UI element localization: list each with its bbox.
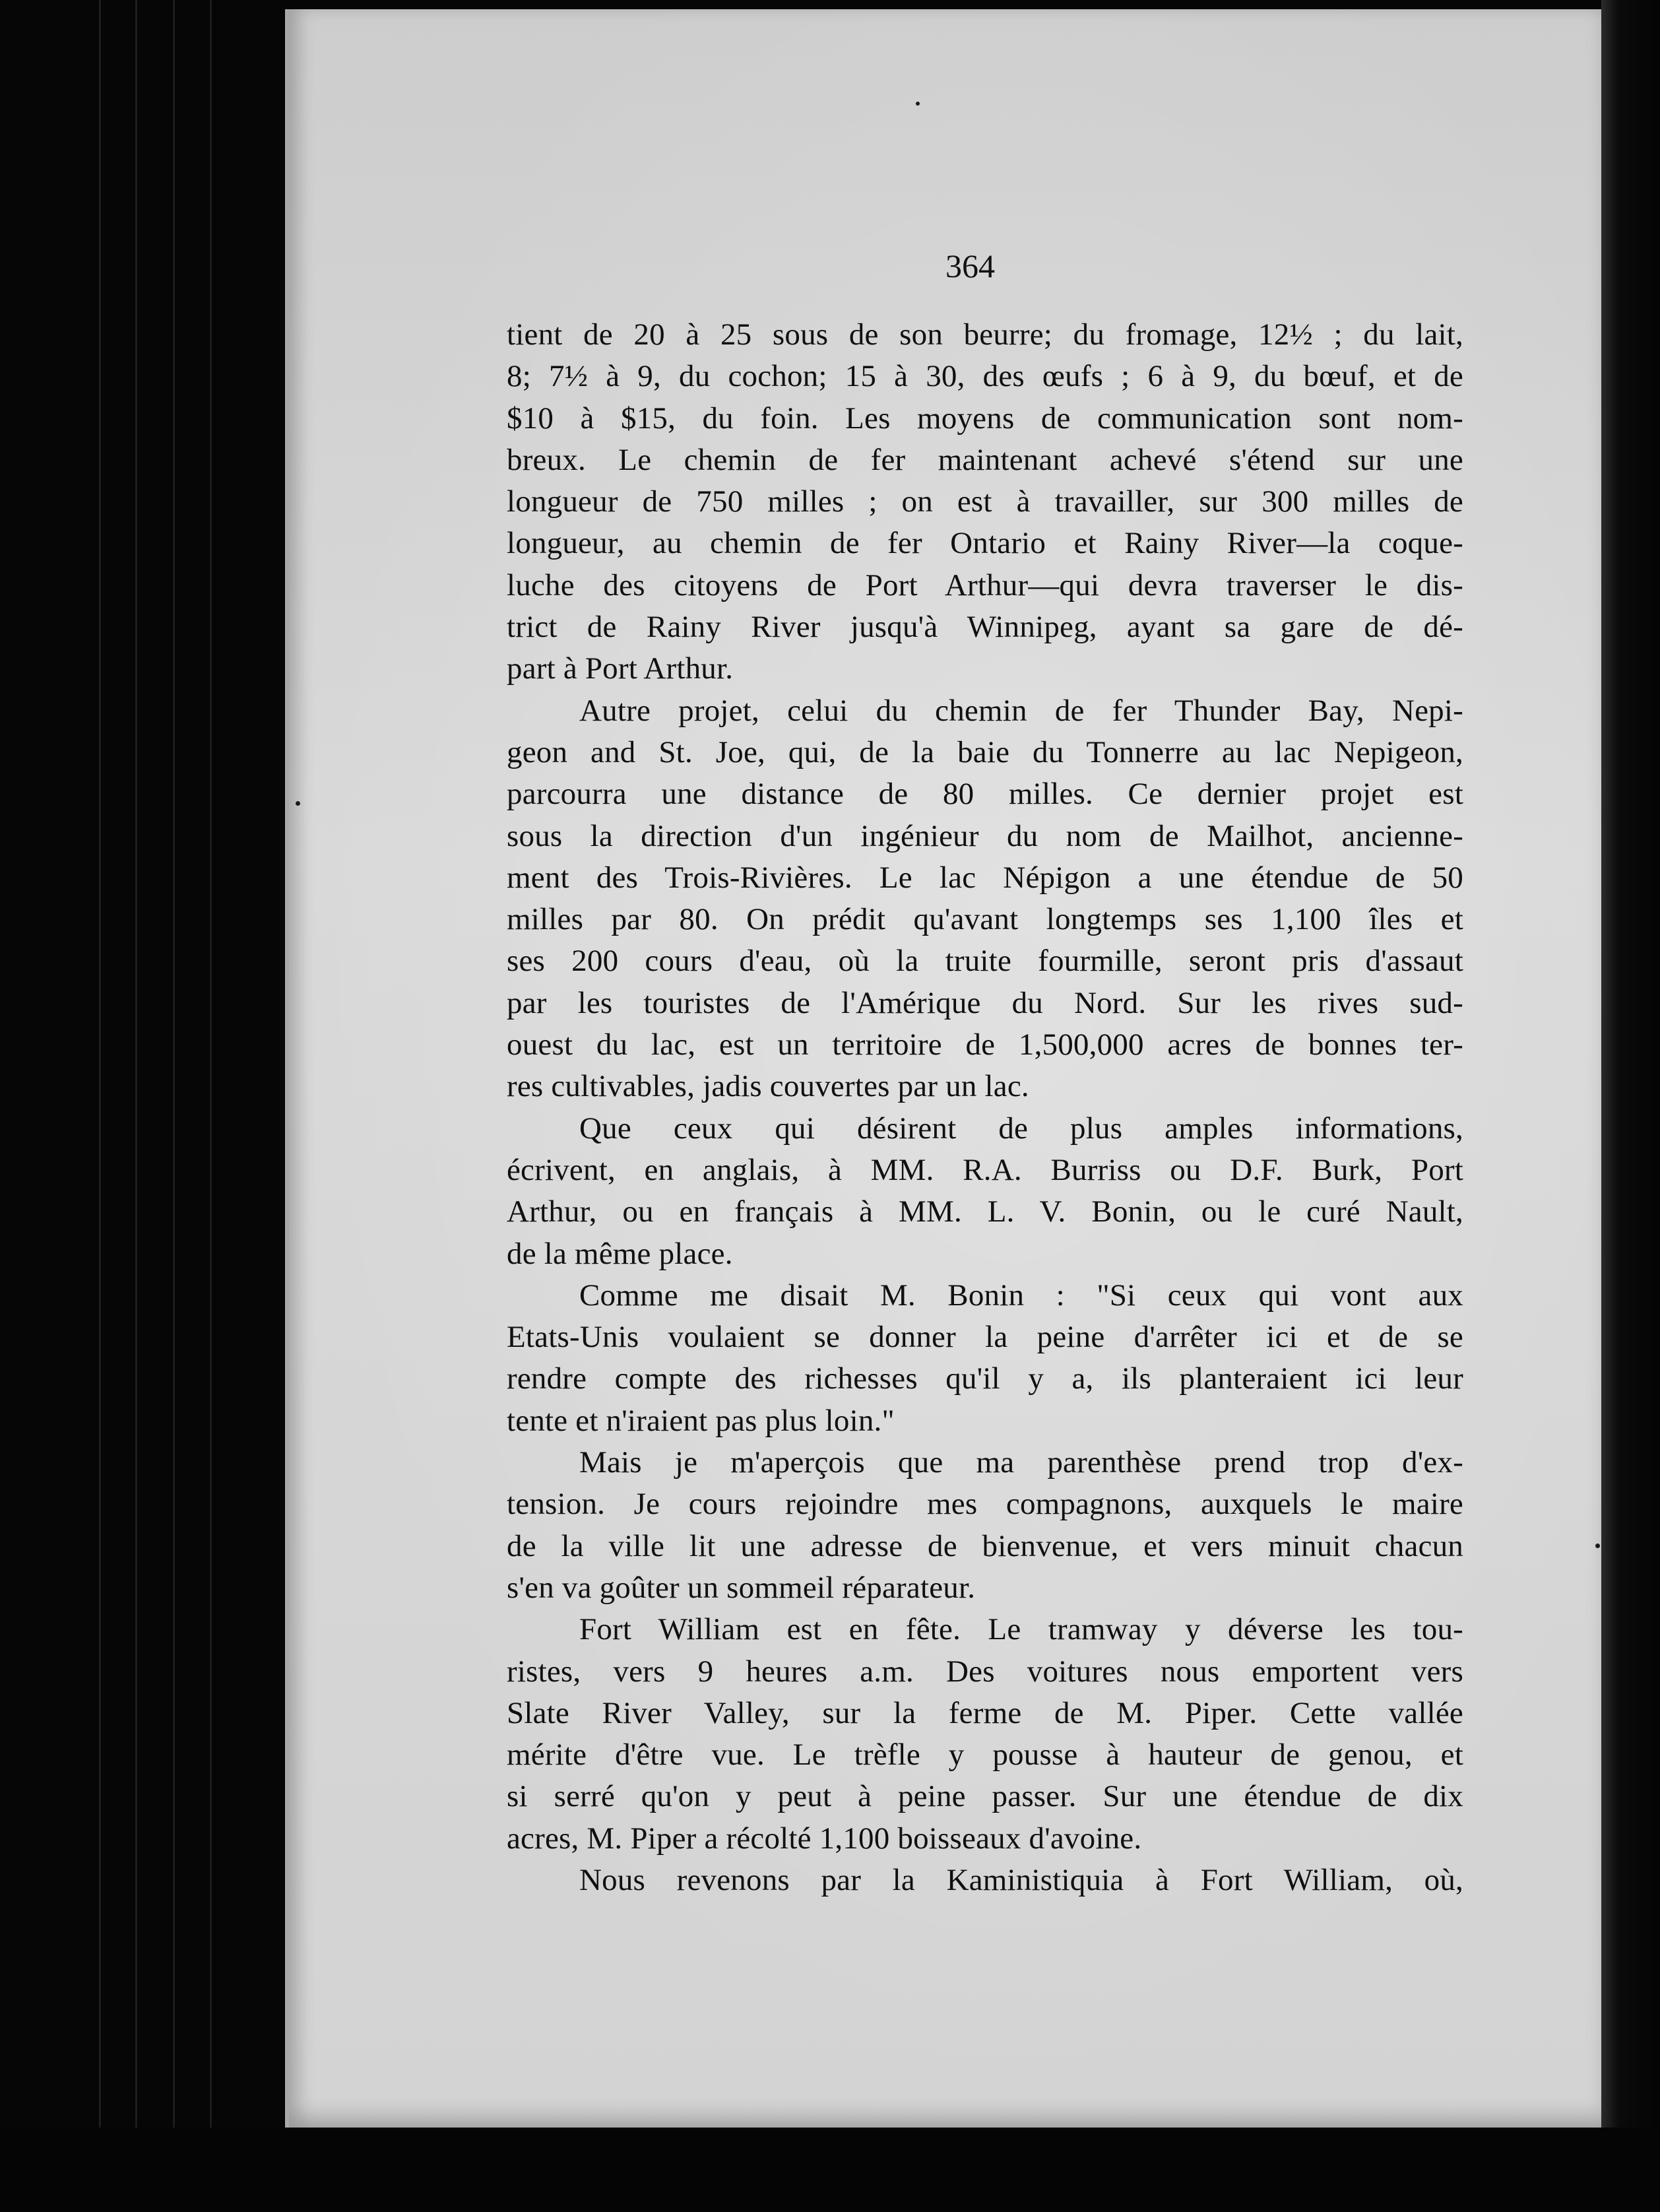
text-line: luche des citoyens de Port Arthur—qui devra traverser le dis- [507, 568, 1463, 602]
text-line: de la même place. [507, 1236, 733, 1271]
text-line: tente et n'iraient pas plus loin." [507, 1403, 895, 1438]
scan-speck [296, 801, 300, 806]
film-line [210, 0, 212, 2212]
text-line: Autre projet, celui du chemin de fer Thunder Bay, Nepi- [579, 693, 1463, 728]
text-line: acres, M. Piper a récolté 1,100 boisseaux d'avoine. [507, 1821, 1142, 1856]
text-line: ment des Trois-Rivières. Le lac Népigon a une étendue de 50 [507, 860, 1463, 895]
text-line: 8; 7½ à 9, du cochon; 15 à 30, des œufs ; 6 à 9, du bœuf, et de [507, 359, 1463, 394]
body-text [507, 314, 1463, 1901]
text-line: Fort William est en fête. Le tramway y déverse les tou- [579, 1612, 1463, 1647]
book-page [285, 9, 1605, 2128]
film-line [173, 0, 175, 2212]
text-line: ristes, vers 9 heures a.m. Des voitures nous emportent vers [507, 1654, 1463, 1689]
text-line: par les touristes de l'Amérique du Nord. Sur les rives sud- [507, 985, 1463, 1020]
text-line: ouest du lac, est un territoire de 1,500,000 acres de bonnes ter- [507, 1027, 1463, 1062]
film-line [135, 0, 137, 2212]
text-line: res cultivables, jadis couvertes par un lac. [507, 1069, 1029, 1104]
text-line: longueur, au chemin de fer Ontario et Rainy River—la coque- [507, 526, 1463, 561]
text-line: écrivent, en anglais, à MM. R.A. Burriss ou D.F. Burk, Port [507, 1152, 1463, 1187]
scan-bottom-edge [0, 2128, 1660, 2212]
text-line: trict de Rainy River jusqu'à Winnipeg, ayant sa gare de dé- [507, 610, 1463, 645]
text-line: Nous revenons par la Kaministiquia à Fort William, où, [579, 1862, 1463, 1897]
text-line: s'en va goûter un sommeil réparateur. [507, 1570, 976, 1605]
film-line [99, 0, 101, 2212]
text-line: breux. Le chemin de fer maintenant achevé s'étend sur une [507, 442, 1463, 477]
text-line: longueur de 750 milles ; on est à travailler, sur 300 milles de [507, 484, 1463, 519]
text-line: ses 200 cours d'eau, où la truite fourmille, seront pris d'assaut [507, 944, 1463, 979]
scan-right-edge [1601, 0, 1660, 2212]
text-line: Slate River Valley, sur la ferme de M. Piper. Cette vallée [507, 1695, 1463, 1730]
text-line: tient de 20 à 25 sous de son beurre; du fromage, 12½ ; du lait, [507, 317, 1463, 352]
text-line: parcourra une distance de 80 milles. Ce dernier projet est [507, 777, 1463, 812]
text-line: tension. Je cours rejoindre mes compagnons, auxquels le maire [507, 1487, 1463, 1522]
text-line: Comme me disait M. Bonin : "Si ceux qui vont aux [579, 1278, 1463, 1313]
text-line: part à Port Arthur. [507, 651, 734, 686]
text-line: de la ville lit une adresse de bienvenue, et vers minuit chacun [507, 1528, 1463, 1563]
text-line: milles par 80. On prédit qu'avant longtemps ses 1,100 îles et [507, 902, 1463, 937]
text-line: Mais je m'aperçois que ma parenthèse prend trop d'ex- [579, 1445, 1463, 1480]
text-line: Etats-Unis voulaient se donner la peine d'arrêter ici et de se [507, 1320, 1463, 1355]
text-line: mérite d'être vue. Le trèfle y pousse à hauteur de genou, et [507, 1738, 1463, 1773]
text-line: si serré qu'on y peut à peine passer. Sur une étendue de dix [507, 1779, 1463, 1814]
text-line: rendre compte des richesses qu'il y a, ils planteraient ici leur [507, 1361, 1463, 1396]
text-line: geon and St. Joe, qui, de la baie du Tonnerre au lac Nepigeon, [507, 734, 1463, 769]
scan-speck [916, 102, 920, 106]
text-line: Que ceux qui désirent de plus amples informations, [579, 1111, 1463, 1146]
text-line: Arthur, ou en français à MM. L. V. Bonin, ou le curé Nault, [507, 1194, 1463, 1229]
page-number: 364 [945, 247, 995, 284]
text-line: sous la direction d'un ingénieur du nom de Mailhot, ancienne- [507, 818, 1463, 853]
scan-speck [1595, 1544, 1600, 1548]
text-line: $10 à $15, du foin. Les moyens de communication sont nom- [507, 401, 1463, 436]
